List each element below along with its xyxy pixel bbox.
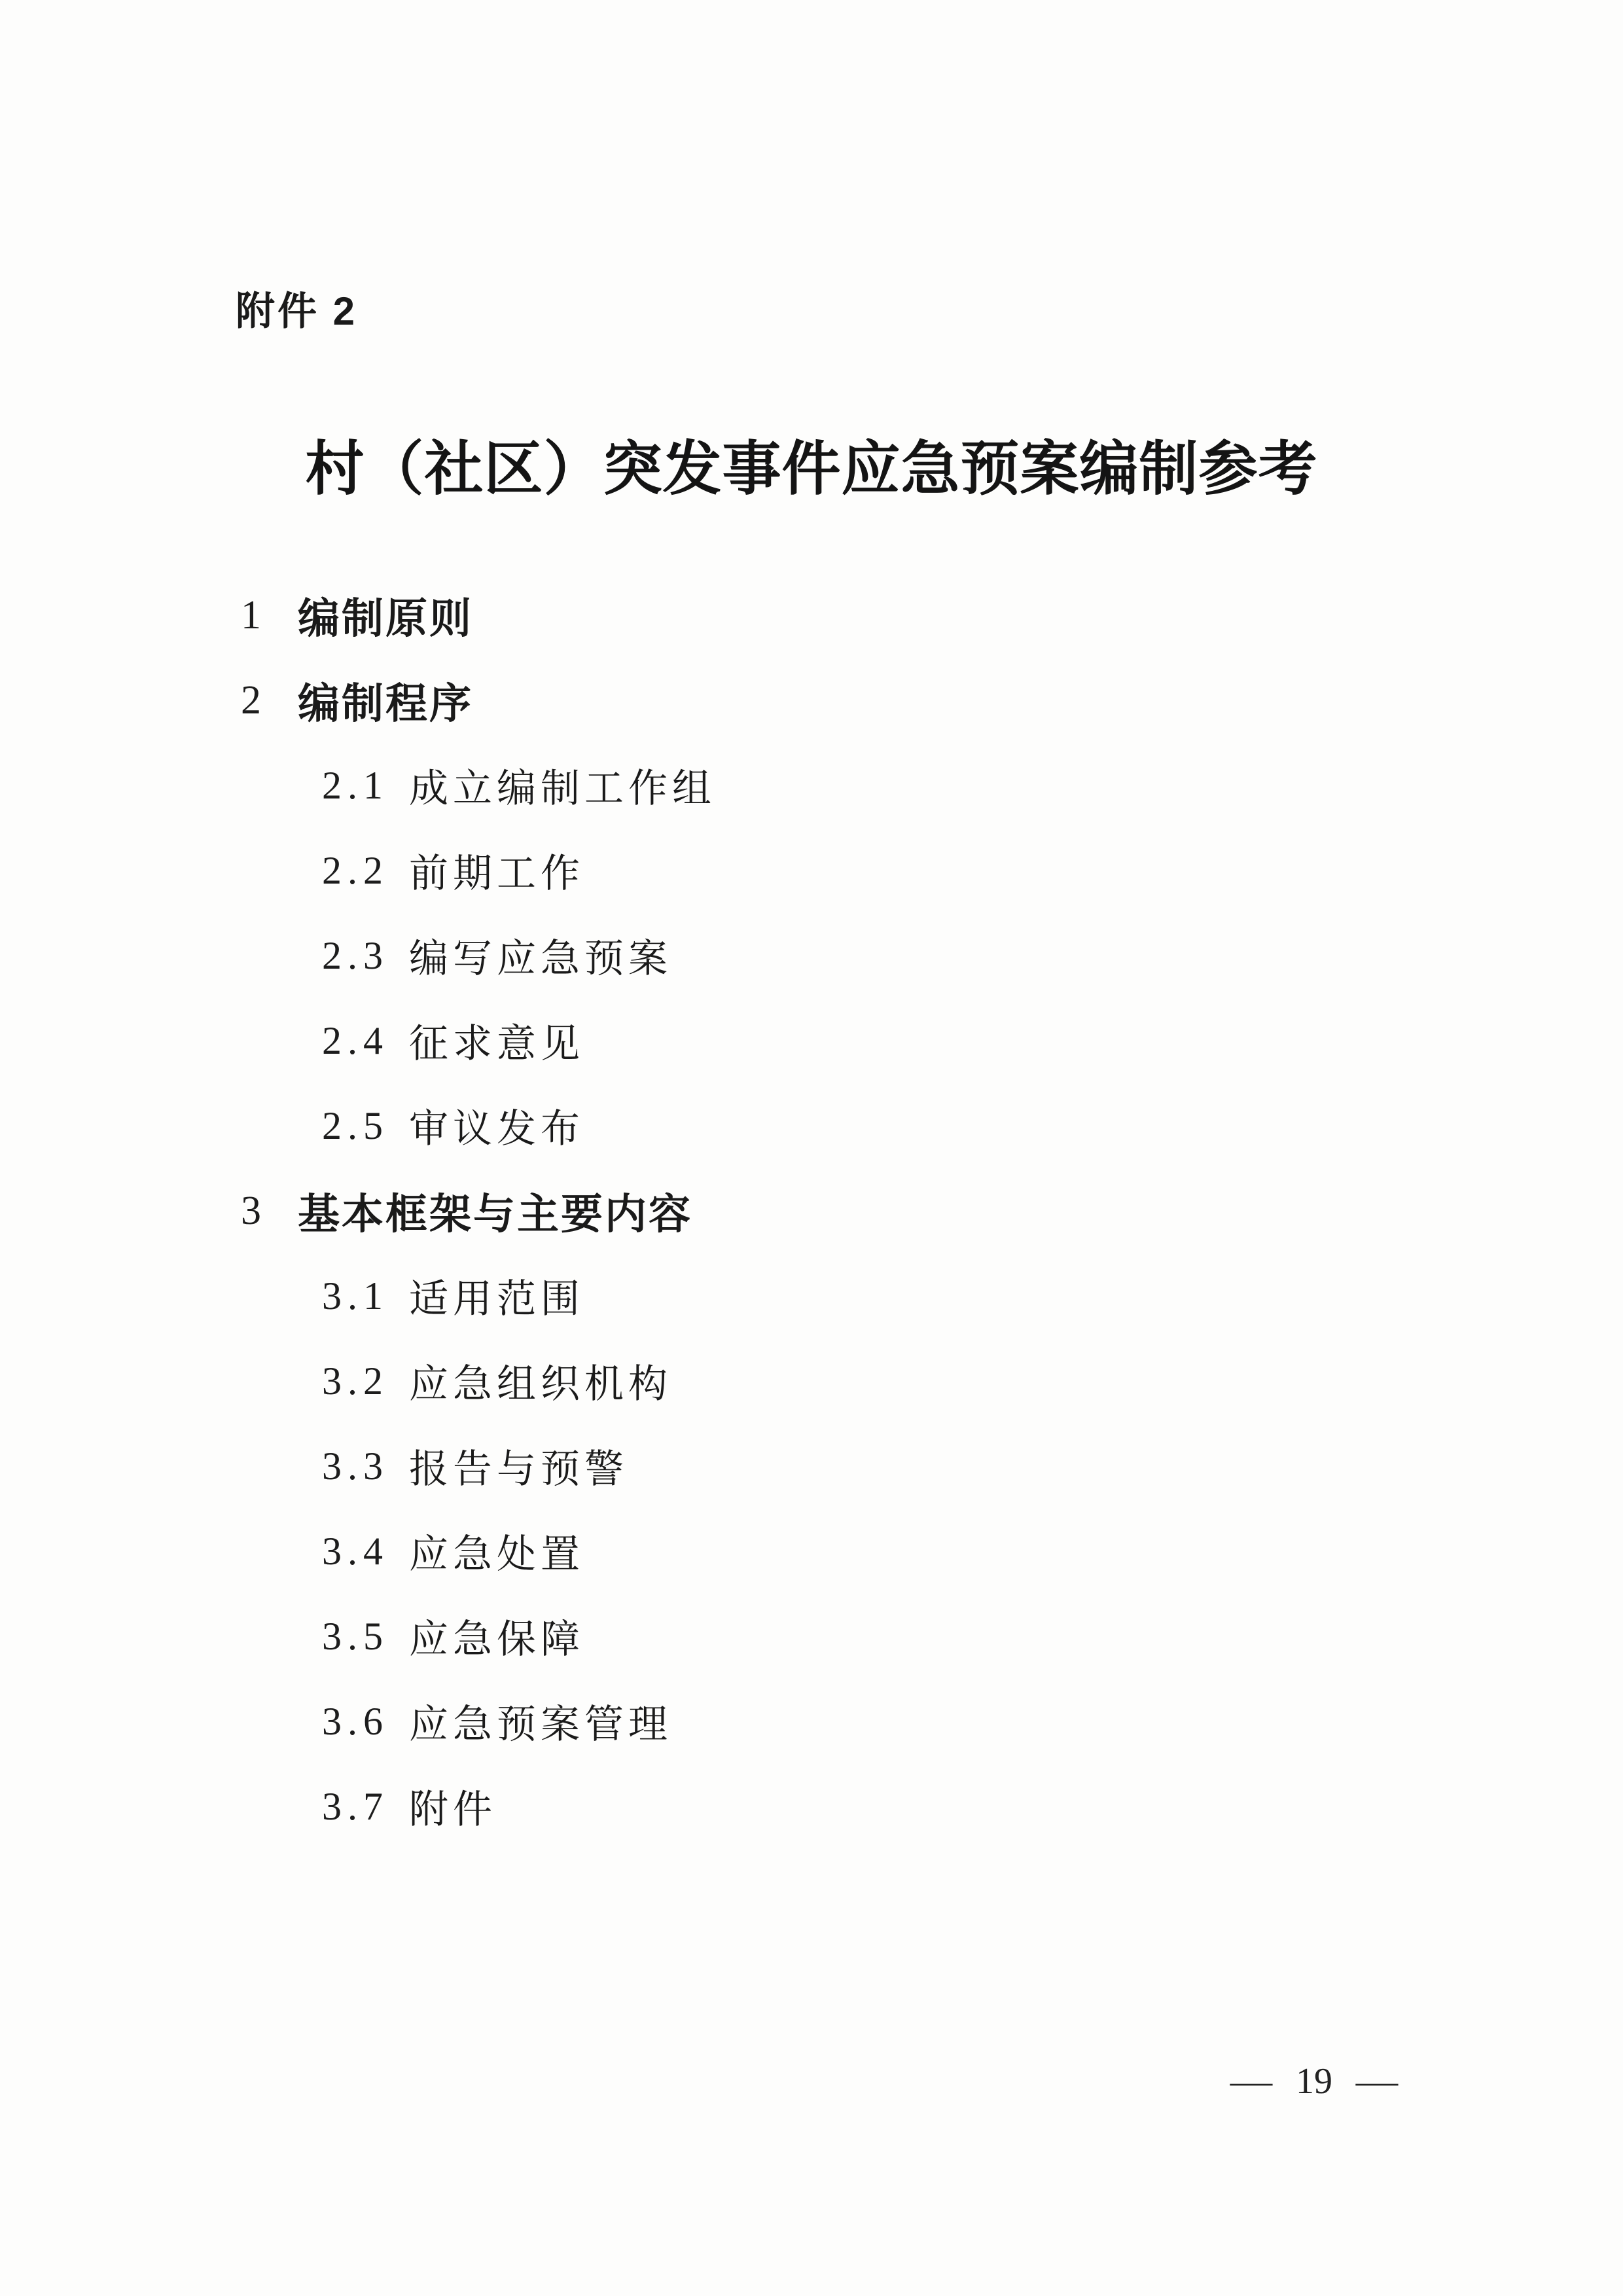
toc-item-label: 基本框架与主要内容 [298,1191,692,1238]
toc-item-number: 1 [241,592,262,637]
toc-item-1 [0,573,1623,658]
toc-item-2-5 [0,1083,1623,1168]
toc-item-number: 2.1 [322,763,389,807]
toc-item-label: 编制原则 [298,595,473,642]
toc-item-number: 3.6 [322,1699,389,1743]
toc-item-3-6 [0,1679,1623,1764]
toc-item-label: 应急处置 [409,1533,584,1576]
toc-item-3-4 [0,1509,1623,1594]
toc-item-2-2 [0,828,1623,913]
toc-item-number: 2.4 [322,1018,389,1062]
toc-item-label: 附件 [409,1788,497,1831]
toc-item-3-1 [0,1253,1623,1338]
toc-item-label: 征求意见 [409,1022,584,1066]
page-number: 19 [1296,2061,1332,2102]
toc-item-3-7 [0,1764,1623,1849]
toc-item-3-3 [0,1424,1623,1509]
toc-item-label: 成立编制工作组 [409,767,716,810]
toc-item-2-1 [0,743,1623,828]
toc-item-number: 2.2 [322,848,389,892]
toc-item-number: 2 [241,677,262,723]
toc-item-2-4 [0,998,1623,1083]
toc-item-label: 前期工作 [409,852,584,895]
toc-item-number: 3.2 [322,1359,389,1403]
toc-item-label: 报告与预警 [409,1448,628,1491]
toc-item-number: 3.1 [322,1274,389,1318]
toc-item-number: 3.4 [322,1529,389,1573]
toc-item-number: 2.5 [322,1103,389,1147]
toc-item-label: 编制程序 [298,680,473,727]
toc-item-2-3 [0,913,1623,998]
attachment-label: 附件 2 [236,289,358,333]
toc-item-3-2 [0,1338,1623,1424]
toc-item-3 [0,1168,1623,1253]
toc-item-3-5 [0,1594,1623,1679]
toc-item-2 [0,658,1623,743]
toc-item-label: 应急预案管理 [409,1703,672,1746]
toc-item-label: 适用范围 [409,1278,584,1321]
toc-item-label: 编写应急预案 [409,937,672,980]
toc-item-number: 2.3 [322,933,389,977]
table-of-contents [0,573,1623,1849]
document-title: 村（社区）突发事件应急预案编制参考 [305,437,1318,503]
toc-item-label: 应急保障 [409,1618,584,1661]
toc-item-number: 3 [241,1188,262,1233]
footer-dash-right: — [1355,2061,1399,2102]
toc-item-number: 3.5 [322,1614,389,1658]
toc-item-label: 应急组织机构 [409,1363,672,1406]
toc-item-number: 3.7 [322,1784,389,1828]
toc-item-number: 3.3 [322,1444,389,1488]
page-footer [1230,2060,1399,2102]
toc-item-label: 审议发布 [409,1107,584,1151]
footer-dash-left: — [1230,2061,1273,2102]
